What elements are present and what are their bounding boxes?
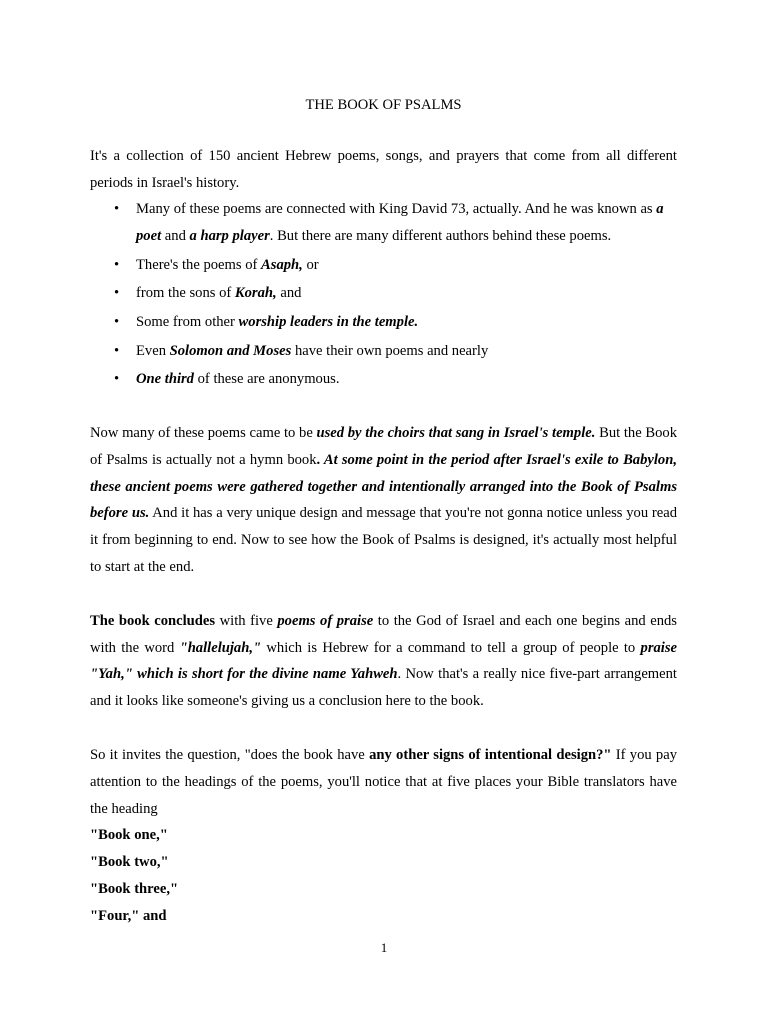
authors-list: [90, 196, 677, 393]
list-item: • Many of these poems are connected with King David 73, actually. And he was known as a poet and a harp player. But there are many different authors behind these poems.: [90, 196, 677, 250]
list-item: • Even Solomon and Moses have their own poems and nearly: [90, 338, 677, 365]
bullet-icon: •: [114, 285, 120, 302]
list-item: • There's the poems of Asaph, or: [90, 252, 677, 279]
design-paragraph: So it invites the question, "does the book have any other signs of intentional design?" If you pay attention to the headings of the poems, you'll notice that at five places your Bible translators have the heading: [90, 746, 678, 817]
intro-paragraph: It's a collection of 150 ancient Hebrew poems, songs, and prayers that come from all different periods in Israel's history.: [90, 147, 677, 191]
bullet-icon: •: [114, 256, 120, 273]
bullet-icon: •: [114, 342, 120, 359]
choirs-paragraph: Now many of these poems came to be used by the choirs that sang in Israel's temple. But the Book of Psalms is actually not a hymn book. At some point in the period after Israel's exile to Babylon, these ancient poems were gathered together and intentionally arranged into the Book of Psalms before us. And it has a very unique design and message that you're not gonna notice unless you read it from beginning to end. Now to see how the Book of Psalms is designed, it's actually most helpful to start at the end.: [90, 424, 678, 575]
document-page: [90, 92, 677, 930]
book-heading: "Book two,": [90, 854, 169, 871]
list-item: • from the sons of Korah, and: [90, 280, 677, 307]
bullet-icon: •: [114, 313, 120, 330]
document-title: THE BOOK OF PSALMS: [305, 97, 462, 113]
list-item: • One third of these are anonymous.: [90, 366, 677, 393]
bullet-icon: •: [114, 201, 120, 218]
book-heading: "Book one,": [90, 827, 168, 844]
book-heading: "Four," and: [90, 907, 167, 924]
conclusion-paragraph: The book concludes with five poems of praise to the God of Israel and each one begins and ends with the word "hallelujah," which is Hebrew for a command to tell a group of people to praise "Yah," which is short for the divine name Yahweh. Now that's a really nice five-part arrangement and it looks like someone's giving us a conclusion here to the book.: [90, 612, 677, 710]
book-heading: "Book three,": [90, 880, 179, 897]
page-number: 1: [380, 940, 388, 955]
bullet-icon: •: [114, 371, 120, 388]
list-item: • Some from other worship leaders in the temple.: [90, 309, 677, 336]
